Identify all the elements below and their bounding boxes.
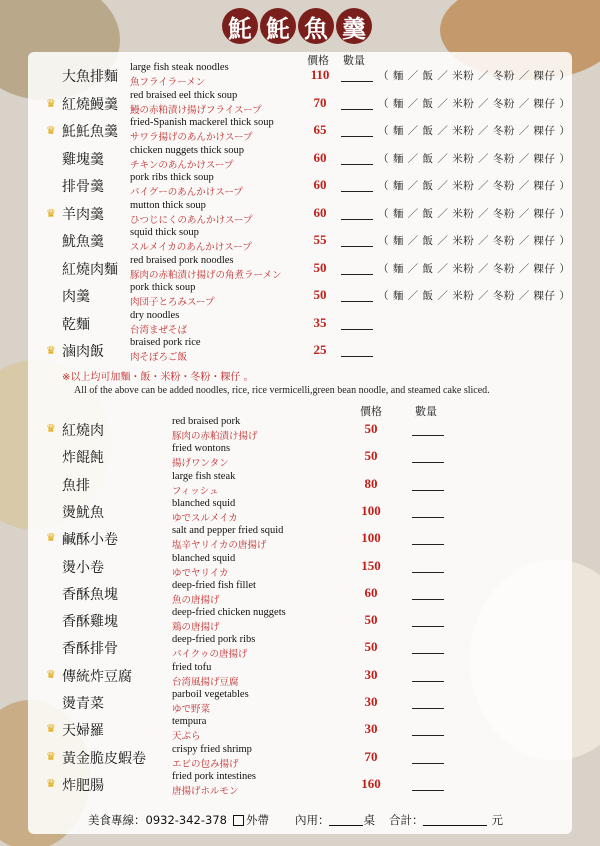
item-price: 100 <box>361 530 381 546</box>
quantity-field[interactable] <box>412 572 444 573</box>
qty-header: 數量 <box>343 54 365 67</box>
menu-row <box>0 282 600 308</box>
base-options[interactable]: （ 麵 ／ 飯 ／ 米粉 ／ 冬粉 ／ 粿仔 ） <box>378 235 571 247</box>
menu-row <box>0 662 600 688</box>
crown-icon: ♛ <box>46 124 56 137</box>
item-price: 110 <box>310 67 330 82</box>
item-japanese: 魚フライラーメン <box>130 77 206 88</box>
title-char: 魠 <box>260 8 296 44</box>
item-japanese: 肉団子とろみスープ <box>130 297 215 308</box>
item-english: red braised pork noodles <box>130 254 234 266</box>
price-header: 價格 <box>307 54 329 67</box>
item-english: large fish steak noodles <box>130 62 229 73</box>
item-price: 60 <box>313 149 327 165</box>
quantity-field[interactable] <box>412 681 444 682</box>
menu-row <box>0 771 600 797</box>
base-options[interactable]: （ 麵 ／ 飯 ／ 米粉 ／ 冬粉 ／ 粿仔 ） <box>378 70 571 82</box>
quantity-field[interactable] <box>412 435 444 436</box>
item-english: blanched squid <box>172 497 236 509</box>
menu-row <box>0 498 600 524</box>
crown-icon: ♛ <box>46 422 56 435</box>
item-japanese: 豚肉の赤粕漬け揚げ <box>172 431 258 442</box>
crown-icon: ♛ <box>46 749 56 763</box>
takeout-checkbox[interactable] <box>233 815 244 826</box>
quantity-field[interactable] <box>341 191 373 192</box>
item-price: 160 <box>361 775 381 791</box>
item-english: dry noodles <box>130 309 180 321</box>
item-name: 炸肥腸 <box>62 777 104 794</box>
item-price: 30 <box>364 721 378 737</box>
item-name: 鹹酥小卷 <box>62 532 118 549</box>
item-english: blanched squid <box>172 552 236 564</box>
item-name: 燙青菜 <box>62 696 104 712</box>
item-price: 35 <box>313 314 327 330</box>
quantity-field[interactable] <box>341 356 373 357</box>
item-japanese: パイグーのあんかけスープ <box>130 187 243 198</box>
item-name: 燙魷魚 <box>62 504 104 521</box>
item-japanese: 鰻の赤粕漬け揚げフライスープ <box>130 104 262 116</box>
item-japanese: ひつじにくのあんかけスープ <box>130 214 253 226</box>
item-price: 55 <box>313 232 327 247</box>
item-name: 香酥魚塊 <box>62 586 118 603</box>
crown-icon: ♛ <box>46 722 56 736</box>
item-name: 紅燒鰻羹 <box>62 96 118 113</box>
total-label: 合計： <box>388 813 424 827</box>
base-options[interactable]: （ 麵 ／ 飯 ／ 米粉 ／ 冬粉 ／ 粿仔 ） <box>378 262 571 275</box>
item-price: 50 <box>364 639 378 655</box>
quantity-field[interactable] <box>412 599 444 600</box>
item-japanese: 台湾風揚げ豆腐 <box>172 676 239 688</box>
item-english: squid thick soup <box>130 227 199 238</box>
menu-row <box>0 634 600 660</box>
item-japanese: スルメイカのあんかけスープ <box>130 242 252 253</box>
table-label: 桌 <box>363 813 375 827</box>
quantity-field[interactable] <box>341 136 373 137</box>
base-options[interactable]: （ 麵 ／ 飯 ／ 米粉 ／ 冬粉 ／ 粿仔 ） <box>378 97 571 110</box>
item-name: 魚排 <box>62 477 90 494</box>
item-english: large fish steak <box>172 470 236 482</box>
item-price: 25 <box>313 342 327 357</box>
title-char: 羹 <box>336 8 372 44</box>
quantity-field[interactable] <box>412 735 444 736</box>
item-name: 魠魠魚羹 <box>62 124 118 140</box>
item-name: 黃金脆皮蝦卷 <box>62 750 146 767</box>
menu-row <box>0 90 600 116</box>
item-name: 肉羹 <box>62 289 90 305</box>
item-english: deep-fried chicken nuggets <box>172 607 286 619</box>
quantity-field[interactable] <box>412 490 444 491</box>
item-price: 70 <box>364 748 378 764</box>
crown-icon: ♛ <box>46 776 56 790</box>
menu-row <box>0 62 600 88</box>
item-price: 150 <box>361 557 381 573</box>
menu-row <box>0 200 600 226</box>
menu-row <box>0 744 600 770</box>
menu-row <box>0 117 600 143</box>
base-options[interactable]: （ 麵 ／ 飯 ／ 米粉 ／ 冬粉 ／ 粿仔 ） <box>378 125 571 137</box>
item-price: 30 <box>364 694 378 709</box>
base-options[interactable]: （ 麵 ／ 飯 ／ 米粉 ／ 冬粉 ／ 粿仔 ） <box>378 207 571 220</box>
menu-row <box>0 255 600 281</box>
dine-in-label: 內用： <box>294 813 330 827</box>
item-japanese: ゆでヤリイカ <box>172 567 229 579</box>
item-price: 70 <box>313 94 327 110</box>
item-english: pork thick soup <box>130 282 196 293</box>
crown-icon: ♛ <box>46 96 56 110</box>
crown-icon: ♛ <box>46 344 56 357</box>
item-english: fried pork intestines <box>172 770 256 782</box>
base-options[interactable]: （ 麵 ／ 飯 ／ 米粉 ／ 冬粉 ／ 粿仔 ） <box>378 290 571 302</box>
item-name: 天婦羅 <box>62 723 104 740</box>
item-name: 滷肉飯 <box>62 344 104 360</box>
quantity-field[interactable] <box>341 81 373 82</box>
item-english: fried wontons <box>172 443 231 455</box>
item-english: tempura <box>172 716 207 728</box>
quantity-field[interactable] <box>412 653 444 654</box>
item-price: 60 <box>313 204 327 220</box>
item-japanese: チキンのあんかけスープ <box>130 159 234 171</box>
item-japanese: 唐揚げホルモン <box>172 785 239 797</box>
item-english: pork ribs thick soup <box>130 172 214 183</box>
item-price: 60 <box>364 584 378 600</box>
item-name: 乾麵 <box>62 316 90 333</box>
item-name: 羊肉羹 <box>62 206 104 223</box>
item-japanese: 揚げワンタン <box>172 458 229 470</box>
order-footer <box>88 812 503 828</box>
item-name: 香酥雞塊 <box>62 614 118 631</box>
menu-title <box>222 8 372 48</box>
item-english: crispy fried shrimp <box>172 743 252 755</box>
quantity-field[interactable] <box>341 301 373 302</box>
item-price: 65 <box>313 122 327 137</box>
menu-row <box>0 580 600 606</box>
item-english: deep-fried pork ribs <box>172 634 256 646</box>
item-english: deep-fried fish fillet <box>172 579 256 591</box>
item-english: fried-Spanish mackerel thick soup <box>130 117 274 128</box>
quantity-field[interactable] <box>412 462 444 463</box>
menu-row <box>0 689 600 715</box>
item-price: 50 <box>313 259 327 275</box>
item-name: 紅燒肉麵 <box>62 261 118 278</box>
quantity-field[interactable] <box>341 329 373 330</box>
item-english: mutton thick soup <box>130 199 206 211</box>
item-price: 50 <box>313 287 327 302</box>
total-field[interactable] <box>423 815 487 826</box>
base-options[interactable]: （ 麵 ／ 飯 ／ 米粉 ／ 冬粉 ／ 粿仔 ） <box>378 152 571 165</box>
table-number-field[interactable] <box>329 815 363 826</box>
title-char: 魠 <box>222 8 258 44</box>
item-name: 傳統炸豆腐 <box>62 668 132 685</box>
menu-row <box>0 607 600 633</box>
item-japanese: エビの包み揚げ <box>172 758 239 770</box>
item-name: 燙小卷 <box>62 559 104 576</box>
item-name: 雞塊羹 <box>62 151 104 168</box>
base-options[interactable]: （ 麵 ／ 飯 ／ 米粉 ／ 冬粉 ／ 粿仔 ） <box>378 180 571 192</box>
menu-row <box>0 471 600 497</box>
yuan-label: 元 <box>491 813 503 827</box>
item-price: 50 <box>364 612 378 628</box>
item-name: 排骨羹 <box>62 179 104 195</box>
item-name: 炸餛飩 <box>62 450 104 467</box>
price-header-2: 價格 <box>360 405 382 418</box>
hotline: 美食專線：0932-342-378 <box>88 813 227 827</box>
menu-row <box>0 310 600 336</box>
item-japanese: 塩辛ヤリイカの唐揚げ <box>172 540 267 552</box>
quantity-field[interactable] <box>412 544 444 545</box>
item-english: red braised eel thick soup <box>130 89 238 101</box>
title-char: 魚 <box>298 8 334 44</box>
item-japanese: フィッシュ <box>172 485 219 497</box>
item-japanese: パイクゥの唐揚げ <box>172 649 248 661</box>
menu-row <box>0 716 600 742</box>
item-english: parboil vegetables <box>172 689 249 700</box>
item-japanese: 肉そぼろご飯 <box>130 352 188 363</box>
item-english: fried tofu <box>172 661 212 673</box>
item-name: 紅燒肉 <box>62 423 104 439</box>
item-price: 60 <box>313 177 327 192</box>
quantity-field[interactable] <box>412 763 444 764</box>
item-japanese: 豚肉の赤粕漬け揚げの角煮ラーメン <box>130 269 282 281</box>
quantity-field[interactable] <box>341 274 373 275</box>
quantity-field[interactable] <box>412 517 444 518</box>
add-on-note: ※以上均可加麵・飯・米粉・冬粉・粿仔 。 <box>62 372 254 383</box>
menu-row <box>0 416 600 442</box>
item-japanese: 天ぷら <box>172 731 201 743</box>
qty-header-2: 數量 <box>415 405 437 418</box>
item-japanese: 鶏の唐揚げ <box>172 622 220 634</box>
crown-icon: ♛ <box>46 206 56 220</box>
item-japanese: ゆでスルメイカ <box>172 512 238 524</box>
menu-row <box>0 337 600 363</box>
item-japanese: ゆで野菜 <box>172 704 211 715</box>
item-price: 80 <box>364 475 378 491</box>
quantity-field[interactable] <box>412 626 444 627</box>
item-name: 大魚排麵 <box>62 69 118 85</box>
menu-row <box>0 145 600 171</box>
quantity-field[interactable] <box>412 708 444 709</box>
menu-row <box>0 525 600 551</box>
item-japanese: 台湾まぜそば <box>130 324 188 336</box>
item-name: 魷魚羹 <box>62 234 104 250</box>
quantity-field[interactable] <box>341 164 373 165</box>
takeout-label: 外帶 <box>245 813 269 827</box>
quantity-field[interactable] <box>341 246 373 247</box>
item-english: chicken nuggets thick soup <box>130 144 245 156</box>
item-price: 50 <box>364 421 378 436</box>
menu-row <box>0 227 600 253</box>
item-name: 香酥排骨 <box>62 641 118 658</box>
item-japanese: 魚の唐揚げ <box>172 594 220 606</box>
add-on-note-english: All of the above can be added noodles, rice, rice vermicelli,green bean noodle, and steamed cake sliced. <box>74 385 490 396</box>
item-price: 100 <box>361 502 381 518</box>
menu-row <box>0 553 600 579</box>
item-english: salt and pepper fried squid <box>172 525 284 537</box>
crown-icon: ♛ <box>46 667 56 681</box>
item-price: 50 <box>364 448 378 464</box>
item-price: 30 <box>364 666 378 682</box>
crown-icon: ♛ <box>46 531 56 545</box>
item-japanese: サワラ揚げのあんかけスープ <box>130 132 253 143</box>
item-english: braised pork rice <box>130 337 201 348</box>
menu-row <box>0 172 600 198</box>
quantity-field[interactable] <box>341 109 373 110</box>
item-english: red braised pork <box>172 416 241 427</box>
quantity-field[interactable] <box>341 219 373 220</box>
quantity-field[interactable] <box>412 790 444 791</box>
menu-row <box>0 443 600 469</box>
